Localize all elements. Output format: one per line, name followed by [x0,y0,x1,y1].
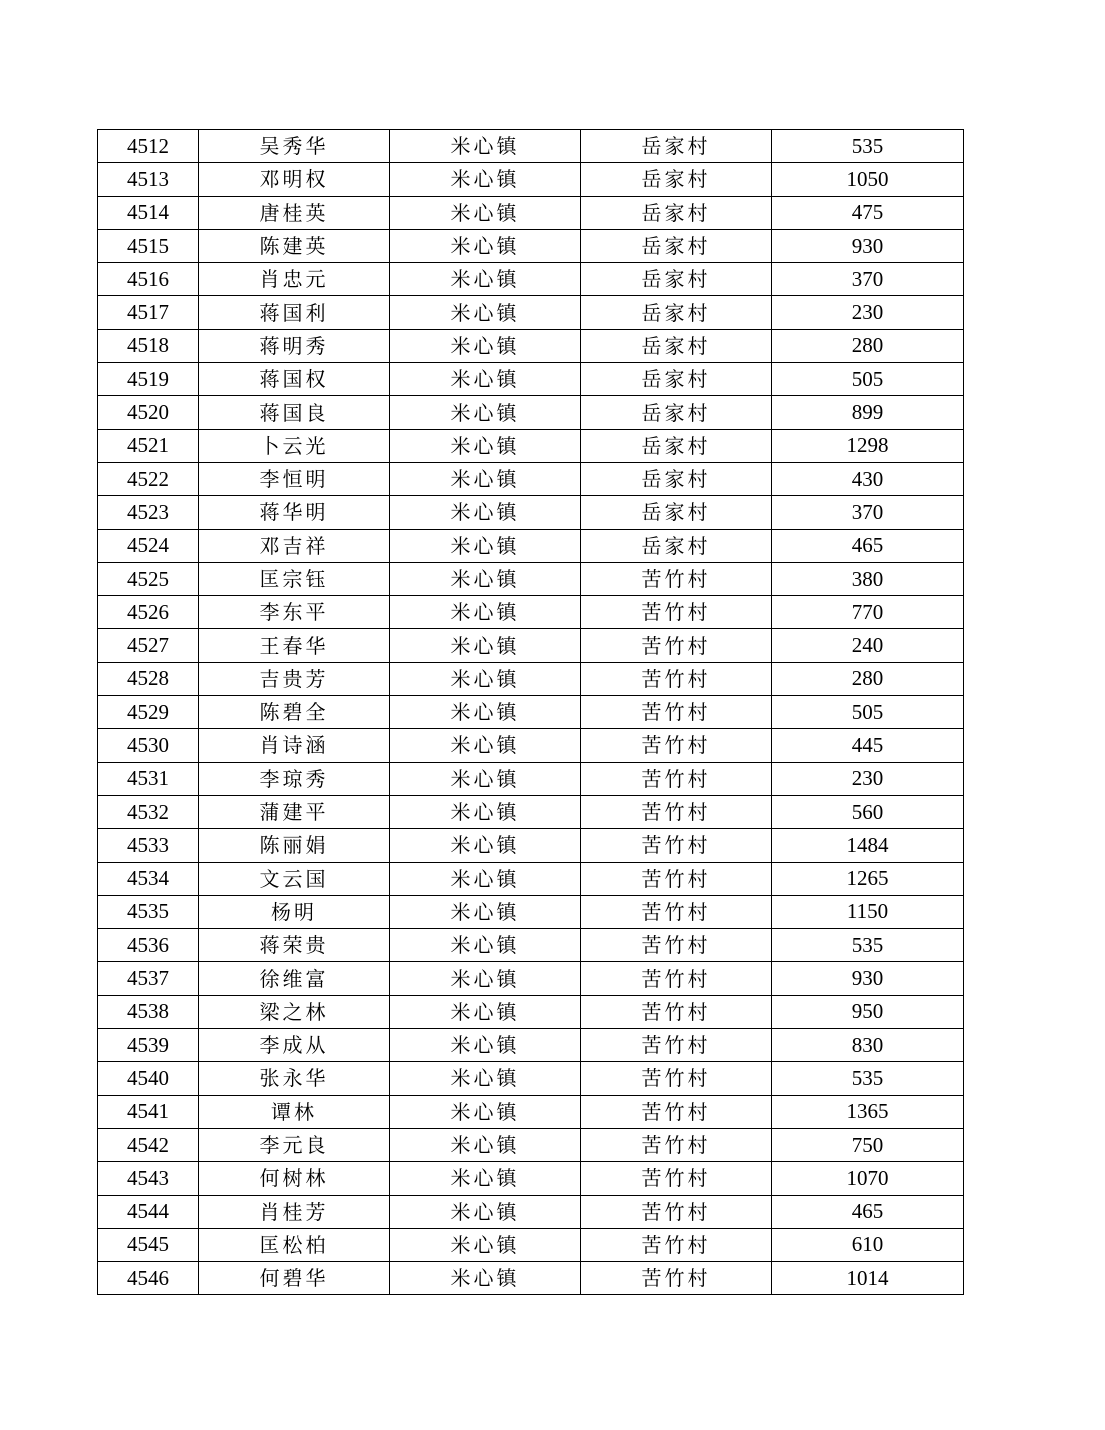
amount-cell: 610 [772,1228,964,1261]
village-cell: 苦竹村 [581,762,772,795]
amount-cell: 535 [772,130,964,163]
amount-cell: 770 [772,596,964,629]
record-number-cell: 4543 [98,1162,199,1195]
amount-cell: 930 [772,229,964,262]
amount-cell: 370 [772,263,964,296]
person-name-cell: 吴秀华 [199,130,390,163]
amount-cell: 950 [772,995,964,1028]
amount-cell: 1050 [772,163,964,196]
amount-cell: 505 [772,696,964,729]
town-cell: 米心镇 [390,596,581,629]
record-number-cell: 4533 [98,829,199,862]
village-cell: 苦竹村 [581,995,772,1028]
records-table [97,129,964,1295]
record-number-cell: 4527 [98,629,199,662]
table-row [98,130,964,163]
town-cell: 米心镇 [390,396,581,429]
person-name-cell: 杨明 [199,895,390,928]
village-cell: 苦竹村 [581,562,772,595]
town-cell: 米心镇 [390,729,581,762]
town-cell: 米心镇 [390,163,581,196]
person-name-cell: 卜云光 [199,429,390,462]
table-row [98,1095,964,1128]
table-row [98,929,964,962]
town-cell: 米心镇 [390,1195,581,1228]
person-name-cell: 陈丽娟 [199,829,390,862]
amount-cell: 535 [772,1062,964,1095]
person-name-cell: 蒲建平 [199,795,390,828]
person-name-cell: 蒋华明 [199,496,390,529]
town-cell: 米心镇 [390,795,581,828]
amount-cell: 1298 [772,429,964,462]
amount-cell: 445 [772,729,964,762]
village-cell: 苦竹村 [581,729,772,762]
town-cell: 米心镇 [390,862,581,895]
town-cell: 米心镇 [390,1162,581,1195]
village-cell: 苦竹村 [581,1062,772,1095]
table-row [98,462,964,495]
village-cell: 苦竹村 [581,696,772,729]
town-cell: 米心镇 [390,562,581,595]
table-row [98,862,964,895]
table-row [98,163,964,196]
record-number-cell: 4542 [98,1128,199,1161]
village-cell: 苦竹村 [581,1095,772,1128]
village-cell: 岳家村 [581,396,772,429]
person-name-cell: 梁之林 [199,995,390,1028]
record-number-cell: 4546 [98,1262,199,1295]
town-cell: 米心镇 [390,196,581,229]
village-cell: 岳家村 [581,263,772,296]
table-row [98,363,964,396]
person-name-cell: 邓明权 [199,163,390,196]
record-number-cell: 4534 [98,862,199,895]
amount-cell: 750 [772,1128,964,1161]
person-name-cell: 肖诗涵 [199,729,390,762]
record-number-cell: 4526 [98,596,199,629]
village-cell: 苦竹村 [581,1128,772,1161]
table-row [98,529,964,562]
amount-cell: 430 [772,462,964,495]
person-name-cell: 蒋明秀 [199,329,390,362]
town-cell: 米心镇 [390,130,581,163]
amount-cell: 240 [772,629,964,662]
person-name-cell: 徐维富 [199,962,390,995]
person-name-cell: 肖忠元 [199,263,390,296]
record-number-cell: 4517 [98,296,199,329]
table-row [98,729,964,762]
amount-cell: 505 [772,363,964,396]
village-cell: 苦竹村 [581,795,772,828]
record-number-cell: 4541 [98,1095,199,1128]
amount-cell: 1150 [772,895,964,928]
table-row [98,596,964,629]
town-cell: 米心镇 [390,929,581,962]
person-name-cell: 匡宗钰 [199,562,390,595]
village-cell: 岳家村 [581,296,772,329]
table-row [98,496,964,529]
table-row [98,995,964,1028]
village-cell: 岳家村 [581,496,772,529]
town-cell: 米心镇 [390,363,581,396]
village-cell: 苦竹村 [581,629,772,662]
record-number-cell: 4518 [98,329,199,362]
village-cell: 苦竹村 [581,929,772,962]
record-number-cell: 4529 [98,696,199,729]
person-name-cell: 邓吉祥 [199,529,390,562]
village-cell: 苦竹村 [581,829,772,862]
village-cell: 岳家村 [581,429,772,462]
person-name-cell: 蒋国权 [199,363,390,396]
village-cell: 苦竹村 [581,1162,772,1195]
amount-cell: 1014 [772,1262,964,1295]
amount-cell: 1265 [772,862,964,895]
record-number-cell: 4532 [98,795,199,828]
amount-cell: 380 [772,562,964,595]
village-cell: 岳家村 [581,529,772,562]
village-cell: 岳家村 [581,229,772,262]
table-row [98,1262,964,1295]
village-cell: 苦竹村 [581,1029,772,1062]
village-cell: 苦竹村 [581,662,772,695]
record-number-cell: 4524 [98,529,199,562]
village-cell: 岳家村 [581,130,772,163]
record-number-cell: 4519 [98,363,199,396]
town-cell: 米心镇 [390,1062,581,1095]
person-name-cell: 何树林 [199,1162,390,1195]
amount-cell: 465 [772,529,964,562]
town-cell: 米心镇 [390,829,581,862]
town-cell: 米心镇 [390,1029,581,1062]
table-row [98,629,964,662]
record-number-cell: 4531 [98,762,199,795]
record-number-cell: 4540 [98,1062,199,1095]
amount-cell: 280 [772,662,964,695]
person-name-cell: 张永华 [199,1062,390,1095]
town-cell: 米心镇 [390,895,581,928]
person-name-cell: 何碧华 [199,1262,390,1295]
amount-cell: 370 [772,496,964,529]
amount-cell: 1484 [772,829,964,862]
town-cell: 米心镇 [390,995,581,1028]
town-cell: 米心镇 [390,429,581,462]
town-cell: 米心镇 [390,263,581,296]
amount-cell: 280 [772,329,964,362]
person-name-cell: 李恒明 [199,462,390,495]
table-row [98,1195,964,1228]
record-number-cell: 4520 [98,396,199,429]
table-row [98,429,964,462]
village-cell: 岳家村 [581,462,772,495]
record-number-cell: 4537 [98,962,199,995]
record-number-cell: 4522 [98,462,199,495]
record-number-cell: 4512 [98,130,199,163]
town-cell: 米心镇 [390,1128,581,1161]
town-cell: 米心镇 [390,329,581,362]
village-cell: 苦竹村 [581,962,772,995]
record-number-cell: 4538 [98,995,199,1028]
table-row [98,296,964,329]
village-cell: 岳家村 [581,363,772,396]
village-cell: 苦竹村 [581,862,772,895]
person-name-cell: 肖桂芳 [199,1195,390,1228]
person-name-cell: 李琼秀 [199,762,390,795]
town-cell: 米心镇 [390,629,581,662]
record-number-cell: 4539 [98,1029,199,1062]
record-number-cell: 4514 [98,196,199,229]
amount-cell: 230 [772,762,964,795]
record-number-cell: 4523 [98,496,199,529]
village-cell: 岳家村 [581,196,772,229]
person-name-cell: 陈碧全 [199,696,390,729]
amount-cell: 465 [772,1195,964,1228]
town-cell: 米心镇 [390,1228,581,1261]
town-cell: 米心镇 [390,662,581,695]
person-name-cell: 王春华 [199,629,390,662]
town-cell: 米心镇 [390,762,581,795]
person-name-cell: 吉贵芳 [199,662,390,695]
village-cell: 岳家村 [581,329,772,362]
town-cell: 米心镇 [390,496,581,529]
amount-cell: 899 [772,396,964,429]
table-row [98,263,964,296]
village-cell: 苦竹村 [581,1262,772,1295]
table-row [98,196,964,229]
town-cell: 米心镇 [390,229,581,262]
table-row [98,1228,964,1261]
record-number-cell: 4535 [98,895,199,928]
record-number-cell: 4516 [98,263,199,296]
table-row [98,795,964,828]
record-number-cell: 4515 [98,229,199,262]
table-row [98,762,964,795]
table-row [98,562,964,595]
amount-cell: 535 [772,929,964,962]
table-row [98,662,964,695]
amount-cell: 560 [772,795,964,828]
table-row [98,1162,964,1195]
record-number-cell: 4513 [98,163,199,196]
table-row [98,895,964,928]
person-name-cell: 李元良 [199,1128,390,1161]
person-name-cell: 谭林 [199,1095,390,1128]
town-cell: 米心镇 [390,529,581,562]
village-cell: 苦竹村 [581,1195,772,1228]
town-cell: 米心镇 [390,462,581,495]
town-cell: 米心镇 [390,696,581,729]
person-name-cell: 文云国 [199,862,390,895]
table-row [98,1128,964,1161]
table-row [98,696,964,729]
record-number-cell: 4545 [98,1228,199,1261]
amount-cell: 930 [772,962,964,995]
town-cell: 米心镇 [390,296,581,329]
table-row [98,1062,964,1095]
person-name-cell: 唐桂英 [199,196,390,229]
record-number-cell: 4528 [98,662,199,695]
village-cell: 苦竹村 [581,1228,772,1261]
village-cell: 苦竹村 [581,596,772,629]
record-number-cell: 4521 [98,429,199,462]
records-table-body [98,130,964,1295]
town-cell: 米心镇 [390,962,581,995]
table-row [98,229,964,262]
person-name-cell: 蒋国良 [199,396,390,429]
amount-cell: 1070 [772,1162,964,1195]
town-cell: 米心镇 [390,1095,581,1128]
table-row [98,329,964,362]
person-name-cell: 陈建英 [199,229,390,262]
person-name-cell: 匡松柏 [199,1228,390,1261]
amount-cell: 475 [772,196,964,229]
record-number-cell: 4544 [98,1195,199,1228]
record-number-cell: 4536 [98,929,199,962]
table-row [98,396,964,429]
person-name-cell: 蒋荣贵 [199,929,390,962]
record-number-cell: 4530 [98,729,199,762]
amount-cell: 830 [772,1029,964,1062]
amount-cell: 230 [772,296,964,329]
amount-cell: 1365 [772,1095,964,1128]
person-name-cell: 李东平 [199,596,390,629]
person-name-cell: 李成从 [199,1029,390,1062]
village-cell: 苦竹村 [581,895,772,928]
table-row [98,829,964,862]
table-row [98,962,964,995]
person-name-cell: 蒋国利 [199,296,390,329]
record-number-cell: 4525 [98,562,199,595]
village-cell: 岳家村 [581,163,772,196]
table-row [98,1029,964,1062]
town-cell: 米心镇 [390,1262,581,1295]
